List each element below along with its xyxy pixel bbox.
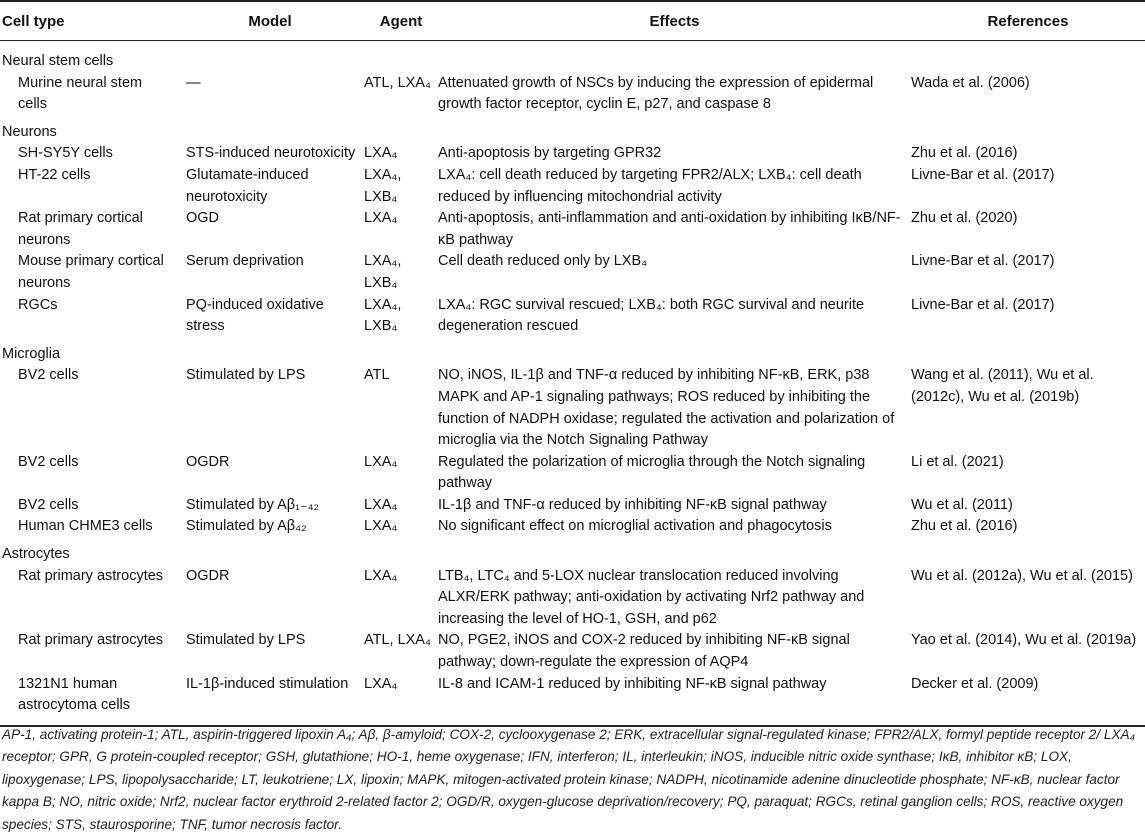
agent-cell: LXA₄, LXB₄ bbox=[364, 253, 402, 291]
table-body bbox=[0, 41, 1145, 726]
cell-type-cell: HT-22 cells bbox=[18, 166, 91, 183]
table-row bbox=[0, 251, 1145, 294]
model-cell: OGDR bbox=[186, 567, 230, 584]
agent-cell: ATL, LXA₄ bbox=[364, 74, 431, 91]
table-footnote: AP-1, activating protein-1; ATL, aspirin-triggered lipoxin A₄; Aβ, β-amyloid; COX-2, cyclooxygenase 2; ERK, extracellular signal-regulated kinase; FPR2/ALX, formyl peptide receptor 2/ LXA₄ receptor; GPR, G protein-coupled receptor; GSH, glutathione; HO-1, heme oxygenase; IFN, interferon; IL, interleukin; iNOS, inducible nitric oxide synthase; IκB, inhibitor κB; LOX, lipoxygenase; LPS, lipopolysaccharide; LT, leukotriene; LX, lipoxin; MAPK, mitogen-activated protein kinase; NADPH, nicotinamide adenine dinucleotide phosphate; NF-κB, nuclear factor kappa B; NO, nitric oxide; Nrf2, nuclear factor erythroid 2-related factor 2; OGD/R, oxygen-glucose deprivation/recovery; PQ, paraquat; RGCs, retinal ganglion cells; ROS, reactive oxygen species; STS, staurosporine; TNF, tumor necrosis factor. bbox=[2, 727, 1136, 832]
group-header-row bbox=[0, 116, 1145, 144]
header-agent: Agent bbox=[364, 1, 438, 41]
effects-cell: IL-1β and TNF-α reduced by inhibiting NF-κB signal pathway bbox=[438, 496, 827, 513]
model-cell: Stimulated by LPS bbox=[186, 632, 306, 649]
model-cell: Glutamate-induced neurotoxicity bbox=[186, 166, 309, 205]
group-header-row bbox=[0, 338, 1145, 366]
header-cell-type: Cell type bbox=[0, 1, 176, 41]
effects-cell: LXA₄: RGC survival rescued; LXB₄: both RGC survival and neurite degeneration rescued bbox=[438, 296, 865, 335]
model-cell: IL-1β-induced stimulation bbox=[186, 675, 349, 692]
agent-cell: LXA₄ bbox=[364, 453, 398, 470]
header-references: References bbox=[911, 1, 1145, 41]
table-row bbox=[0, 452, 1145, 495]
references-cell: Zhu et al. (2020) bbox=[911, 210, 1018, 227]
cell-type-cell: Murine neural stem cells bbox=[18, 74, 143, 113]
references-cell: Decker et al. (2009) bbox=[911, 675, 1039, 692]
references-cell: Wu et al. (2011) bbox=[911, 496, 1013, 513]
agent-cell: LXA₄, LXB₄ bbox=[364, 166, 402, 205]
model-cell: Stimulated by Aβ₁₋₄₂ bbox=[186, 496, 320, 513]
model-cell: STS-induced neurotoxicity bbox=[186, 145, 356, 162]
table-row bbox=[0, 674, 1145, 726]
table-row bbox=[0, 566, 1145, 631]
model-cell: Serum deprivation bbox=[186, 253, 304, 270]
table-row bbox=[0, 295, 1145, 338]
model-cell: OGDR bbox=[186, 453, 230, 470]
effects-cell: Attenuated growth of NSCs by inducing the expression of epidermal growth factor receptor, cyclin E, p27, and caspase 8 bbox=[438, 74, 874, 113]
references-cell: Livne-Bar et al. (2017) bbox=[911, 296, 1055, 313]
agent-cell: ATL, LXA₄ bbox=[364, 632, 431, 649]
cell-type-cell: Human CHME3 cells bbox=[18, 518, 153, 535]
group-label: Microglia bbox=[2, 345, 61, 362]
group-label: Neurons bbox=[2, 123, 57, 140]
table-row bbox=[0, 630, 1145, 673]
cell-type-cell: Rat primary astrocytes bbox=[18, 632, 164, 649]
references-cell: Wang et al. (2011), Wu et al. (2012c), Wu et al. (2019b) bbox=[911, 367, 1094, 405]
cell-type-cell: RGCs bbox=[18, 296, 58, 313]
group-header-row bbox=[0, 538, 1145, 566]
effects-cell: Cell death reduced only by LXB₄ bbox=[438, 253, 648, 270]
effects-cell: LTB₄, LTC₄ and 5-LOX nuclear translocation reduced involving ALXR/ERK pathway; anti-oxidation by activating Nrf2 pathway and increasing the level of HO-1, GSH, and p62 bbox=[438, 567, 865, 627]
effects-cell: Anti-apoptosis, anti-inflammation and anti-oxidation by inhibiting IκB/NF-κB pathway bbox=[438, 210, 901, 248]
header-effects: Effects bbox=[438, 1, 911, 41]
agent-cell: LXA₄ bbox=[364, 145, 398, 162]
model-cell: OGD bbox=[186, 210, 220, 227]
group-header-row bbox=[0, 41, 1145, 73]
agent-cell: LXA₄ bbox=[364, 567, 398, 584]
references-cell: Yao et al. (2014), Wu et al. (2019a) bbox=[911, 632, 1137, 649]
table-row bbox=[0, 73, 1145, 116]
table-row bbox=[0, 495, 1145, 517]
effects-cell: NO, iNOS, IL-1β and TNF-α reduced by inhibiting NF-κB, ERK, p38 MAPK and AP-1 signaling pathways; ROS reduced by inhibiting the function of NADPH oxidase; regulated the activation and polarization of microglia via the Notch Signaling Pathway bbox=[438, 367, 895, 449]
cell-type-cell: BV2 cells bbox=[18, 453, 79, 470]
references-cell: Zhu et al. (2016) bbox=[911, 145, 1018, 162]
agent-cell: LXA₄ bbox=[364, 518, 398, 535]
references-cell: Livne-Bar et al. (2017) bbox=[911, 166, 1055, 183]
references-cell: Zhu et al. (2016) bbox=[911, 518, 1018, 535]
group-label: Neural stem cells bbox=[2, 53, 114, 69]
agent-cell: LXA₄, LXB₄ bbox=[364, 296, 402, 335]
table-row bbox=[0, 208, 1145, 251]
cell-type-cell: Rat primary cortical neurons bbox=[18, 210, 143, 248]
references-cell: Wu et al. (2012a), Wu et al. (2015) bbox=[911, 567, 1133, 584]
cell-type-cell: Mouse primary cortical neurons bbox=[18, 253, 164, 291]
model-cell: Stimulated by Aβ₄₂ bbox=[186, 518, 307, 535]
table-row bbox=[0, 143, 1145, 165]
effects-cell: IL-8 and ICAM-1 reduced by inhibiting NF-κB signal pathway bbox=[438, 675, 827, 692]
agent-cell: LXA₄ bbox=[364, 496, 398, 513]
header-model: Model bbox=[176, 1, 364, 41]
effects-cell: No significant effect on microglial activation and phagocytosis bbox=[438, 518, 832, 535]
model-cell: PQ-induced oxidative stress bbox=[186, 296, 324, 335]
references-cell: Wada et al. (2006) bbox=[911, 74, 1030, 91]
references-cell: Livne-Bar et al. (2017) bbox=[911, 253, 1055, 270]
cell-type-cell: BV2 cells bbox=[18, 367, 79, 384]
effects-cell: NO, PGE2, iNOS and COX-2 reduced by inhibiting NF-κB signal pathway; down-regulate the expression of AQP4 bbox=[438, 632, 850, 671]
header-row bbox=[0, 1, 1145, 41]
agent-cell: ATL bbox=[364, 367, 390, 384]
cell-type-cell: BV2 cells bbox=[18, 496, 79, 513]
table-row bbox=[0, 516, 1145, 538]
effects-cell: Regulated the polarization of microglia through the Notch signaling pathway bbox=[438, 453, 866, 492]
effects-cell: Anti-apoptosis by targeting GPR32 bbox=[438, 145, 662, 162]
agent-cell: LXA₄ bbox=[364, 675, 398, 692]
cell-type-cell: Rat primary astrocytes bbox=[18, 567, 164, 584]
references-cell: Li et al. (2021) bbox=[911, 453, 1004, 470]
effects-cell: LXA₄: cell death reduced by targeting FPR2/ALX; LXB₄: cell death reduced by influencing mitochondrial activity bbox=[438, 166, 862, 205]
cell-type-cell: SH-SY5Y cells bbox=[18, 145, 113, 162]
table-row bbox=[0, 365, 1145, 451]
table-row bbox=[0, 165, 1145, 208]
agent-cell: LXA₄ bbox=[364, 210, 398, 227]
model-cell: Stimulated by LPS bbox=[186, 367, 306, 384]
cell-type-cell: 1321N1 human astrocytoma cells bbox=[18, 675, 131, 714]
group-label: Astrocytes bbox=[2, 546, 70, 563]
model-cell: — bbox=[186, 74, 201, 91]
